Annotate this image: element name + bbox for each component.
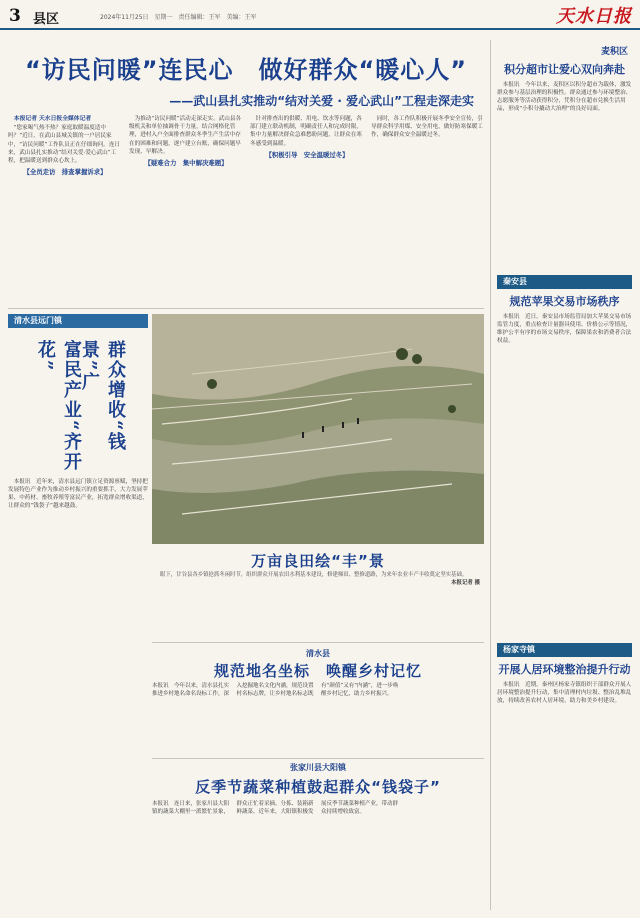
brief-paragraph: 本报讯 近期，秦州区杨家寺镇组织干部群众开展人居环境整治提升行动，集中清理村内垃圾、整治乱堆乱放，持续改善农村人居环境，助力和美乡村建设。 [497, 682, 632, 704]
vertical-title-line-2: 富民产业“齐开花” [35, 340, 82, 473]
photo-credit: 本报记者 摄 [451, 579, 480, 586]
section-name: 县区 [33, 12, 60, 27]
page-number: 3 [9, 6, 21, 26]
lead-paragraph: “您家喝气热不热？家庭取暖温度适中吗？”近日，在武山县城关镇的一户居民家中，“访民问暖”工作队员正在仔细询问。连日来，武山县扎实推动“结对关爱·爱心武山”工程，把温暖送到群众心坎上。 [8, 125, 121, 165]
brief-headline: 规范苹果交易市场秩序 [509, 295, 620, 308]
terrace-field-illustration [152, 314, 484, 544]
page-meta: 2024年11月25日 星期一 责任编辑：王军 美编：王军 [100, 14, 257, 21]
lead-paragraph: 同时，各工作队积极开展冬季安全宣传，引导群众科学用煤、安全用电，做好防寒保暖工作，确保群众安全温暖过冬。 [371, 116, 483, 139]
lead-column-3 [250, 115, 364, 162]
brief-text [497, 81, 632, 271]
brief-paragraph: 本报讯 今年以来，麦积区以积分超市为载体，激发群众参与基层治理的积极性。群众通过参与环境整治、志愿服务等活动获得积分，凭积分在超市兑换生活用品，形成“小积分撬动大治理”的良好局面。 [497, 82, 632, 112]
photo-caption: 万亩良田绘“丰”景 [251, 552, 385, 570]
photo-note-text: 眼下，甘谷县各乡镇抢抓冬闲时节，组织群众开展农田水利基本建设，修建梯田、整修道路，为来年农业丰产丰收奠定坚实基础。 [160, 572, 468, 578]
story-text: 本报讯 连日来，张家川县大阳镇的蔬菜大棚里一派繁忙景象，群众正忙着采摘、分拣、装箱新鲜蔬菜。近年来，大阳镇积极发展反季节蔬菜种植产业，带动群众持续增收致富。 [152, 801, 399, 815]
brief-headline: 积分超市让爱心双向奔赴 [504, 63, 625, 76]
lead-column-1 [8, 115, 122, 179]
story-headline: 规范地名坐标 唤醒乡村记忆 [213, 662, 422, 680]
lead-column-2 [129, 115, 243, 170]
lead-paragraph: 针对排查出的供暖、用电、饮水等问题，各部门建立联动机制，明确责任人和完成时限，集中力量解决群众急难愁盼问题，让群众在寒冬感受到温暖。 [250, 116, 362, 147]
left-paragraph: 本报讯 近年来，清水县远门镇立足资源禀赋，坚持把发展特色产业作为推动乡村振兴的重要抓手，大力发展苹果、中药材、畜牧养殖等富民产业，拓宽群众增收渠道，让群众的“钱袋子”越来越鼓。 [8, 479, 148, 510]
brief-county-band: 秦安县 [497, 275, 632, 289]
divider [8, 308, 484, 309]
photo-note [160, 572, 480, 587]
story-text: 本报讯 今年以来，清水县扎实推进乡村地名命名设标工作，深入挖掘地名文化内涵，规范设置村名标志牌，让乡村地名标志既有“颜值”又有“内涵”，进一步唤醒乡村记忆，助力乡村振兴。 [152, 683, 399, 697]
lead-section-head: 【全员走访 排查掌握诉求】 [23, 168, 107, 177]
brief-text [497, 681, 632, 841]
right-column [490, 40, 632, 910]
paper-logo: 天水日报 [556, 6, 632, 27]
brief-headline: 开展人居环境整治提升行动 [498, 663, 631, 676]
brief-text [497, 313, 632, 533]
vertical-title [8, 334, 148, 474]
lead-byline: 本报记者 天水日报全媒体记者 [13, 116, 92, 122]
story-county: 张家川县大阳镇 [290, 763, 346, 772]
brief-paragraph: 本报讯 近日，秦安县市场监管局加大苹果交易市场监管力度，重点检查计量器具使用、价格公示等情况，维护公平有序的市场交易秩序，保障果农和消费者合法权益。 [497, 314, 632, 344]
lead-section-head: 【积极引导 安全温暖过冬】 [265, 150, 349, 159]
story-headline: 反季节蔬菜种植鼓起群众“钱袋子” [195, 778, 441, 796]
vertical-title-line-1: 群众增收“钱景”广 [79, 340, 126, 453]
terrace-field-photo [152, 314, 484, 544]
lead-headline: “访民问暖”连民心 做好群众“暖心人” [24, 56, 468, 84]
lead-section-head: 【疑难合力 集中解决难题】 [144, 159, 228, 168]
brief-county: 麦积区 [600, 47, 628, 57]
town-band: 清水县远门镇 [8, 314, 148, 328]
lead-column-4 [371, 115, 485, 141]
brief-county-band: 杨家寺镇 [497, 643, 632, 657]
divider [152, 642, 484, 643]
story-county: 清水县 [306, 649, 330, 658]
left-story-text [8, 478, 148, 908]
lead-paragraph: 为推动“访民问暖”活动走深走实，武山县各级机关和单位抽调骨干力量，结合网格化管理，进村入户全面排查群众冬季生产生活中存在的困难和问题，逐户建立台账，确保问题早发现、早解决。 [129, 116, 242, 155]
masthead [0, 0, 640, 30]
divider [152, 758, 484, 759]
lead-article [8, 115, 484, 305]
lead-subhead: ——武山县扎实推动“结对关爱 · 爱心武山”工程走深走实 [169, 94, 474, 108]
